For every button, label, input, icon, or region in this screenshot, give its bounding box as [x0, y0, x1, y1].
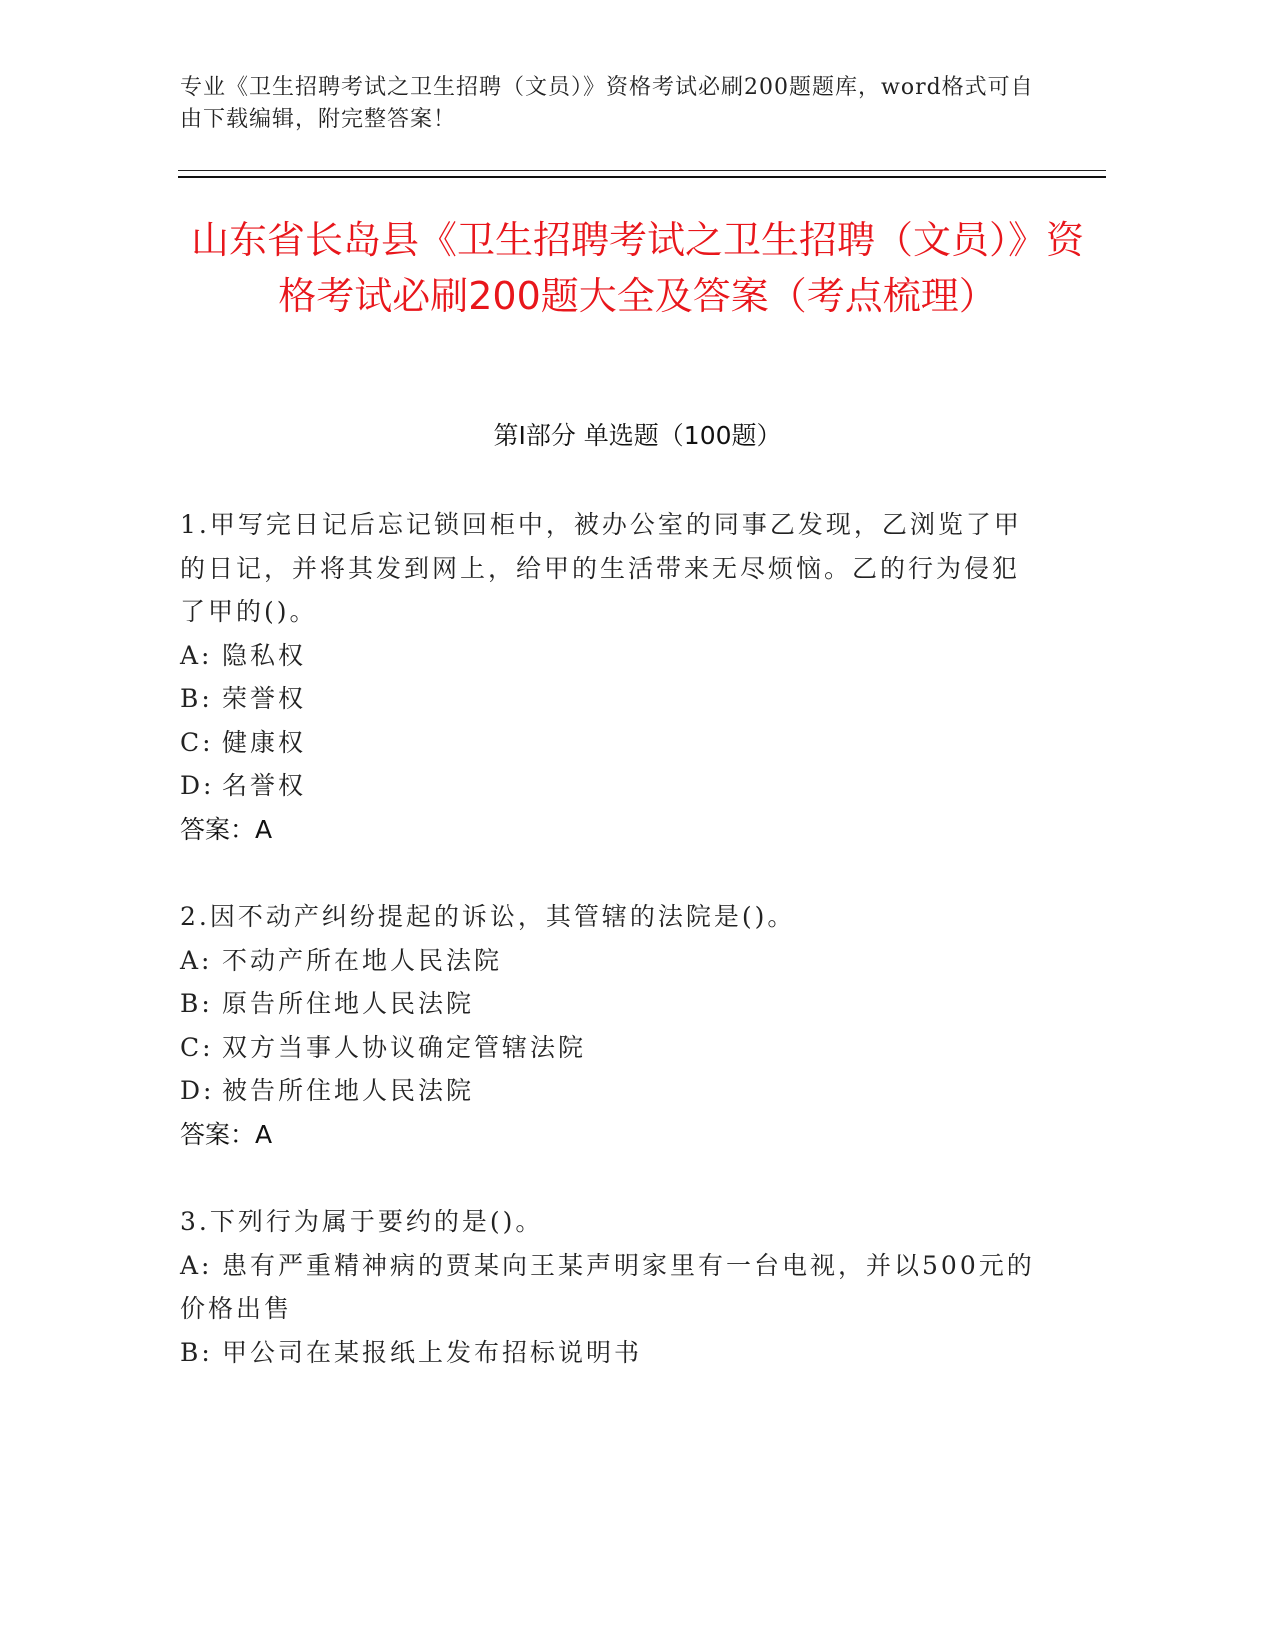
- option-b: [180, 677, 1040, 721]
- answer: 答案：A: [180, 814, 273, 844]
- option-c: [180, 721, 1040, 765]
- option-d: [180, 764, 1040, 808]
- option-key: A:: [180, 1250, 213, 1280]
- option-a: [180, 939, 1040, 983]
- option-text: 原告所住地人民法院: [222, 989, 475, 1018]
- option-b: [180, 982, 1040, 1026]
- option-key: D:: [180, 771, 215, 800]
- option-b: [180, 1331, 1040, 1375]
- section-title: 第I部分 单选题（100题）: [493, 421, 782, 450]
- option-text: 不动产所在地人民法院: [222, 945, 503, 975]
- question-stem: 3.下列行为属于要约的是()。: [180, 1207, 544, 1236]
- option-text: 患有严重精神病的贾某向王某声明家里有一台电视，并以500元的价格出售: [180, 1250, 1035, 1323]
- option-a: [180, 1244, 1040, 1331]
- answer: 答案：A: [180, 1119, 273, 1149]
- option-text: 隐私权: [222, 640, 307, 670]
- option-key: B:: [180, 684, 213, 713]
- option-key: A:: [180, 640, 213, 670]
- header-note: 专业《卫生招聘考试之卫生招聘（文员）》资格考试必刷200题题库，word格式可自由下载编辑，附完整答案！: [180, 75, 1034, 132]
- header-rule-thin: [178, 170, 1106, 171]
- question-1: [180, 503, 1040, 851]
- option-d: [180, 1069, 1040, 1113]
- question-3: [180, 1200, 1040, 1374]
- document-title: 山东省长岛县《卫生招聘考试之卫生招聘（文员）》资格考试必刷200题大全及答案（考点梳理）: [190, 218, 1084, 318]
- question-stem: 1.甲写完日记后忘记锁回柜中，被办公室的同事乙发现，乙浏览了甲的日记，并将其发到网上，给甲的生活带来无尽烦恼。乙的行为侵犯了甲的()。: [180, 510, 1022, 626]
- option-key: D:: [180, 1076, 215, 1105]
- option-key: B:: [180, 1337, 213, 1367]
- option-key: B:: [180, 989, 213, 1018]
- option-text: 名誉权: [222, 771, 307, 800]
- option-text: 甲公司在某报纸上发布招标说明书: [222, 1337, 643, 1367]
- header-rule-thick: [178, 176, 1106, 178]
- option-key: C:: [180, 727, 214, 757]
- option-text: 被告所住地人民法院: [222, 1076, 475, 1105]
- question-stem: 2.因不动产纠纷提起的诉讼，其管辖的法院是()。: [180, 902, 796, 931]
- option-key: A:: [180, 945, 213, 975]
- option-key: C:: [180, 1032, 214, 1062]
- option-text: 健康权: [222, 727, 307, 757]
- question-2: [180, 895, 1040, 1156]
- option-a: [180, 634, 1040, 678]
- option-text: 荣誉权: [222, 684, 307, 713]
- option-c: [180, 1026, 1040, 1070]
- option-text: 双方当事人协议确定管辖法院: [222, 1032, 587, 1062]
